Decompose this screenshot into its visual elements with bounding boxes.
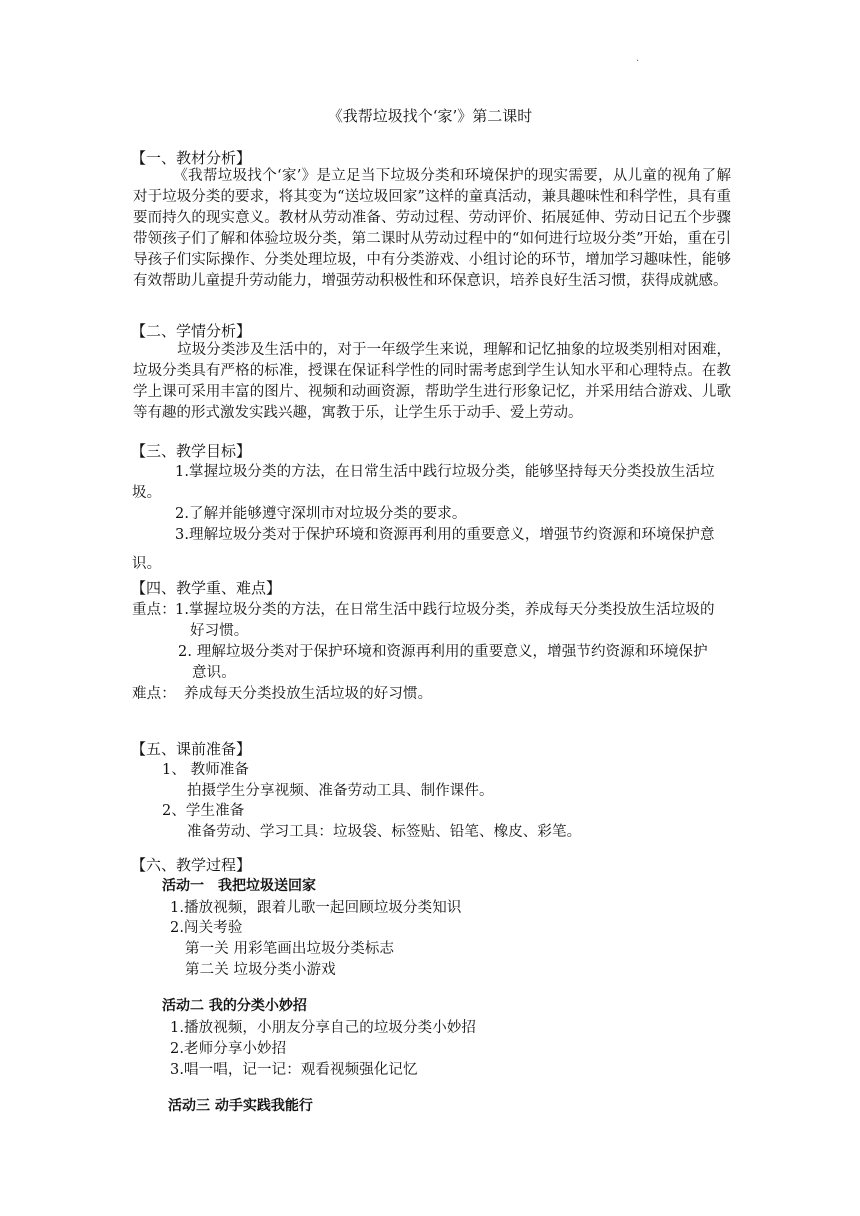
activity-1-item-1: 1.播放视频，跟着儿歌一起回顾垃圾分类知识 [170,900,462,916]
section-heading-learner-analysis: 【二、学情分析】 [131,322,252,340]
section-heading-preparation: 【五、课前准备】 [131,740,252,758]
section-heading-teaching-goals: 【三、教学目标】 [131,442,252,460]
key-point-1-line-1: 1.掌握垃圾分类的方法，在日常生活中践行垃圾分类，养成每天分类投放生活垃圾的 [175,602,715,618]
activity-3-title: 活动三 动手实践我能行 [168,1098,313,1114]
student-prep-label: 2、学生准备 [162,803,245,819]
activity-2-item-3: 3.唱一唱，记一记：观看视频强化记忆 [170,1062,418,1078]
activity-2-item-1: 1.播放视频，小朋友分享自己的垃圾分类小妙招 [170,1020,477,1036]
section-heading-teaching-process: 【六、教学过程】 [131,856,252,874]
section-body-learner-analysis: 垃圾分类涉及生活中的，对于一年级学生来说，理解和记忆抽象的垃圾类别相对困难，垃圾分类具有严格的标准，授课在保证科学性的同时需考虑到学生认知水平和心理特点。在教学上课可采用丰富的图片、视频和动画资源，帮助学生进行形象记忆，并采用结合游戏、儿歌等有趣的形式激发实践兴趣，寓教于乐，让学生乐于动手、爱上劳动。 [133,342,731,421]
difficulty-text: 养成每天分类投放生活垃圾的好习惯。 [184,686,433,702]
document-title: 《我帮垃圾找个‘家’》第二课时 [327,107,533,125]
teacher-prep-label: 1、 教师准备 [162,762,250,778]
goal-3-line-2: 识。 [132,556,162,572]
activity-1-item-2: 2.闯关考验 [170,920,243,936]
section-heading-key-difficult-points: 【四、教学重、难点】 [131,579,282,597]
key-point-2-line-1: 2. 理解垃圾分类对于保护环境和资源再利用的重要意义，增强节约资源和环境保护 [178,644,708,660]
activity-2-title: 活动二 我的分类小妙招 [162,998,307,1014]
key-point-1-line-2: 好习惯。 [190,623,249,639]
section-body-textbook-analysis: 《我帮垃圾找个‘家’》是立足当下垃圾分类和环境保护的现实需要，从儿童的视角了解对于垃圾分类的要求，将其变为“送垃圾回家”这样的童真活动，兼具趣味性和科学性，具有重要而持久的现实意义。教材从劳动准备、劳动过程、劳动评价、拓展延伸、劳动日记五个步骤带领孩子们了解和体验垃圾分类，第二课时从劳动过程中的“如何进行垃圾分类”开始，重在引导孩子们实际操作、分类处理垃圾，中有分类游戏、小组讨论的环节，增加学习趣味性，能够有效帮助儿童提升劳动能力，增强劳动积极性和环保意识，培养良好生活习惯，获得成就感。 [133,168,731,289]
student-prep-text: 准备劳动、学习工具：垃圾袋、标签贴、铅笔、橡皮、彩笔。 [187,824,582,840]
goal-3-line-1: 3.理解垃圾分类对于保护环境和资源再利用的重要意义，增强节约资源和环境保护意 [175,527,715,543]
teacher-prep-text: 拍摄学生分享视频、准备劳动工具、制作课件。 [187,783,494,799]
page-mark: · [636,56,640,67]
activity-2-item-2: 2.老师分享小妙招 [170,1041,287,1057]
difficulty-label: 难点： [132,686,176,702]
activity-1-level-1: 第一关 用彩笔画出垃圾分类标志 [185,941,395,957]
goal-1-line-1: 1.掌握垃圾分类的方法，在日常生活中践行垃圾分类，能够坚持每天分类投放生活垃 [175,464,715,480]
section-heading-textbook-analysis: 【一、教材分析】 [131,149,252,167]
goal-1-line-2: 圾。 [132,485,162,501]
goal-2: 2.了解并能够遵守深圳市对垃圾分类的要求。 [175,506,467,522]
key-point-2-line-2: 意识。 [192,665,236,681]
key-points-label: 重点： [132,602,176,618]
activity-1-level-2: 第二关 垃圾分类小游戏 [185,962,336,978]
activity-1-title: 活动一 我把垃圾送回家 [162,878,316,894]
